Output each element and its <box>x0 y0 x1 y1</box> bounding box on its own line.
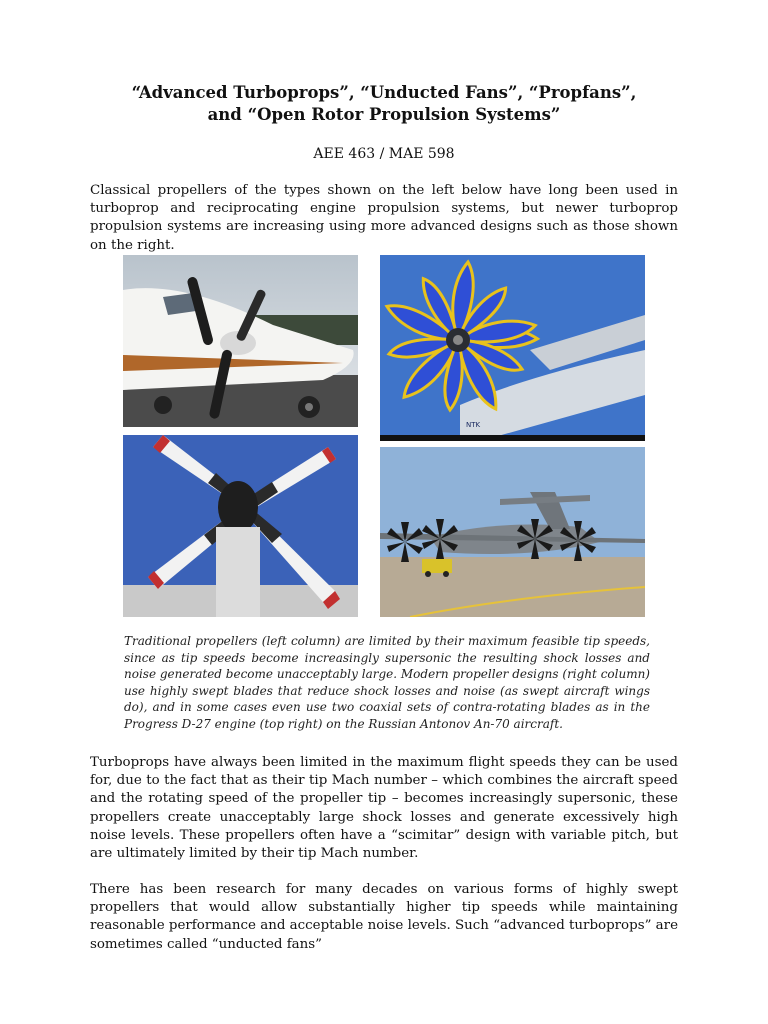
four-blade-propeller-photo-bottom-left <box>123 435 358 617</box>
title-line-2: and “Open Rotor Propulsion Systems” <box>207 105 561 124</box>
classical-propeller-photo-top-left <box>123 255 358 427</box>
title-line-1: “Advanced Turboprops”, “Unducted Fans”, “Propfans”, <box>131 83 637 102</box>
contra-rotating-propfan-photo-top-right <box>380 255 645 441</box>
ntk-watermark: NTK <box>466 421 481 429</box>
figure-caption: Traditional propellers (left column) are limited by their maximum feasible tip speeds, since as tip speeds become increasingly supersonic the resulting shock losses and noise generated become unacceptably large. Modern propeller designs (right column) use highly swept blades that reduce shock losses and noise (as swept aircraft wings do), and in some cases even use two coaxial sets of contra-rotating blades as in the Progress D-27 engine (top right) on the Russian Antonov An-70 aircraft. <box>124 634 650 731</box>
body-paragraph-2: There has been research for many decades on various forms of highly swept propellers that would allow substantially higher tip speeds while maintaining reasonable performance and acceptable noise levels. Such “advanced turboprops” are sometimes called “unducted fans” <box>90 882 678 952</box>
intro-paragraph: Classical propellers of the types shown on the left below have long been used in turboprop and reciprocating engine propulsion systems, but newer turboprop propulsion systems are increasing using more advanced designs such as those shown on the right. <box>90 183 678 253</box>
course-code: AEE 463 / MAE 598 <box>313 146 455 162</box>
body-paragraph-1: Turboprops have always been limited in the maximum flight speeds they can be used for, due to the fact that as their tip Mach number – which combines the aircraft speed and the rotating speed of the propeller tip – becomes increasingly supersonic, these propellers create unacceptably large shock losses and generate excessively high noise levels. These propellers often have a “scimitar” design with variable pitch, but are ultimately limited by their tip Mach number. <box>90 755 678 862</box>
a400m-aircraft-photo-bottom-right <box>380 447 645 617</box>
document-title <box>0 82 768 126</box>
